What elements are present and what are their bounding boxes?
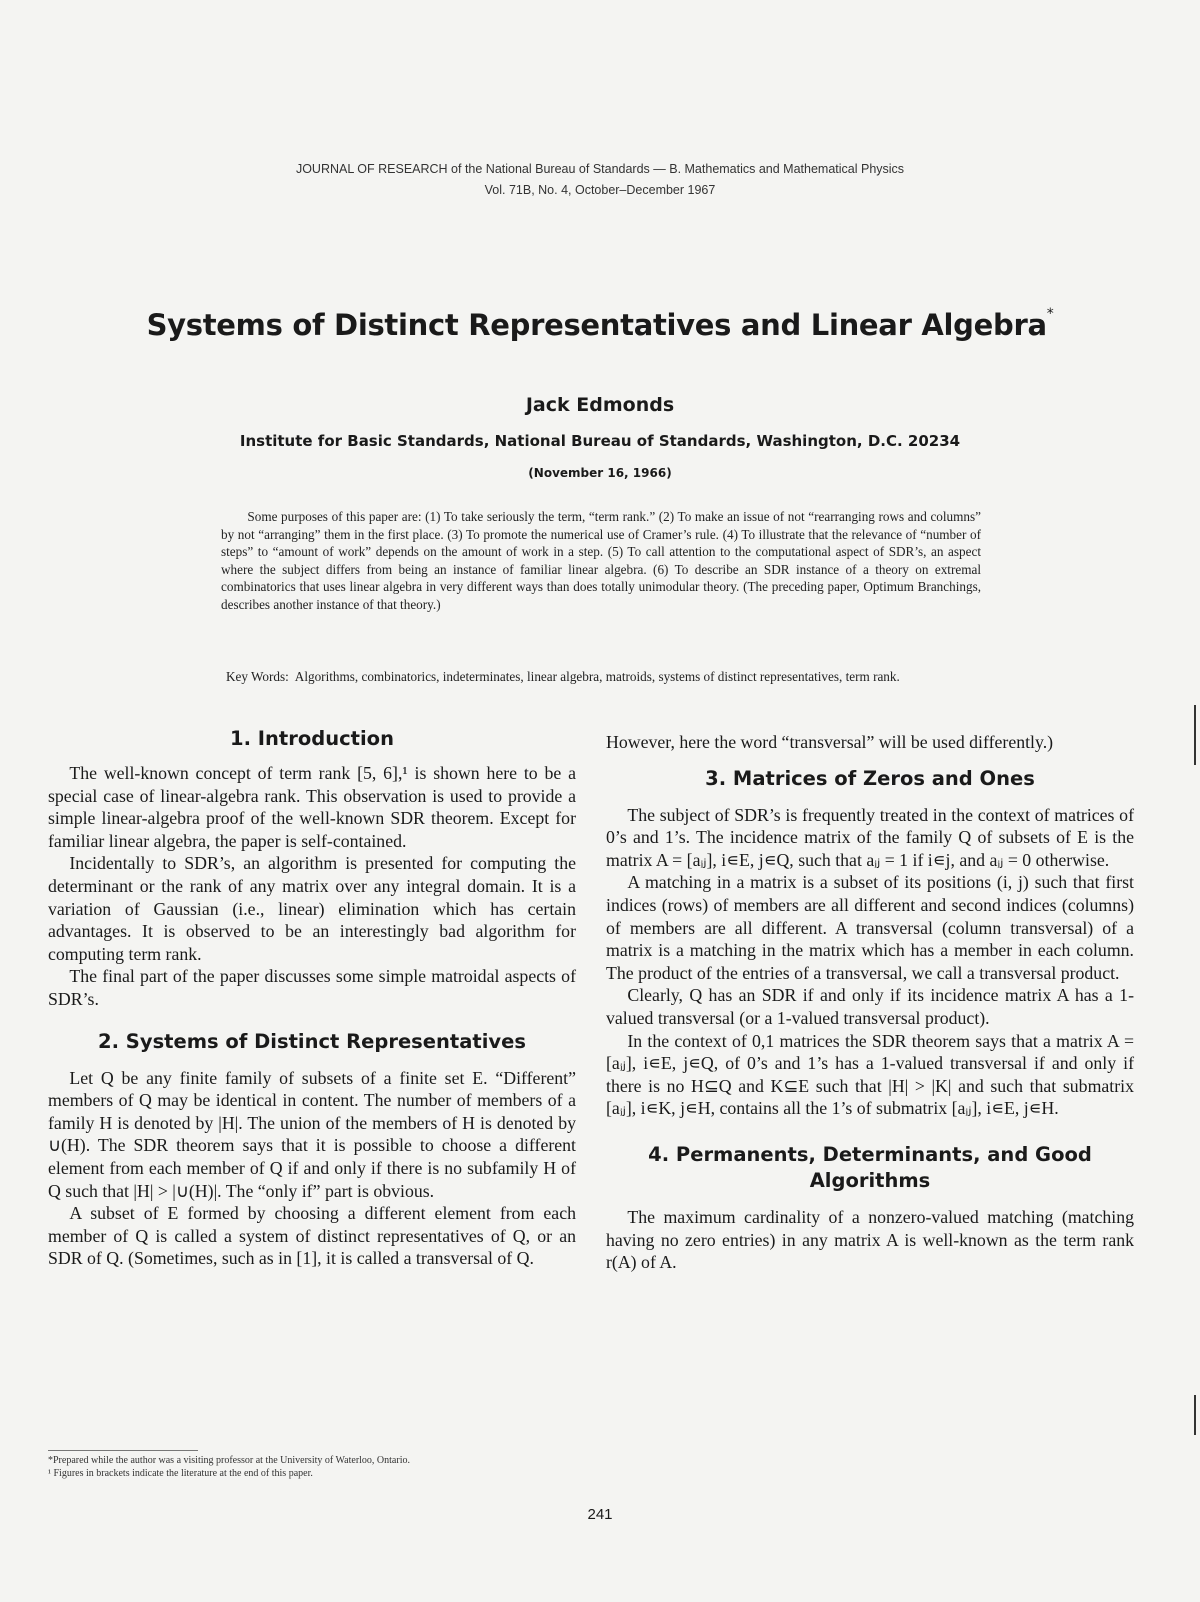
paper-title — [0, 308, 1200, 342]
section-3-paragraph: The subject of SDR’s is frequently treated in the context of matrices of 0’s and 1’s. The incidence matrix of the family Q of subsets of E is the matrix A = [aᵢⱼ], i∊E, j∊Q, such that aᵢⱼ = 1 if i∊j, and aᵢⱼ = 0 otherwise. — [606, 804, 1134, 870]
section-1-paragraph: Incidentally to SDR’s, an algorithm is presented for computing the determinant or the rank of any matrix over any integral domain. It is a variation of Gaussian (i.e., linear) elimination which has certain advantages. It is observed to be an interestingly bad algorithm for computing term rank. — [48, 853, 576, 964]
section-3-paragraph: Clearly, Q has an SDR if and only if its incidence matrix A has a 1-valued transversal (or a 1-valued transversal product). — [606, 985, 1134, 1028]
footnote-divider — [48, 1450, 198, 1451]
abstract: Some purposes of this paper are: (1) To take seriously the term, “term rank.” (2) To make an issue of not “rearranging rows and columns” by not “arranging” them in the first place. (3) To promote the numerical use of Cramer’s rule. (4) To illustrate that the relevance of “number of steps” to “amount of work” depends on the amount of work in a step. (5) To call attention to the computational aspect of SDR’s, an aspect where the subject differs from being an instance of familiar linear algebra. (6) To describe an SDR instance of a theory on extremal combinatorics that uses linear algebra in very different ways than does totally unimodular theory. (The preceding paper, Optimum Branchings, describes another instance of that theory.) — [221, 509, 981, 612]
footnote: ¹ Figures in brackets indicate the literature at the end of this paper. — [48, 1468, 313, 1479]
section-1-paragraph: The well-known concept of term rank [5, 6],¹ is shown here to be a special case of linear-algebra rank. This observation is used to provide a simple linear-algebra proof of the well-known SDR theorem. Except for familiar linear algebra, the paper is self-contained. — [48, 763, 576, 851]
journal-line: JOURNAL OF RESEARCH of the National Bureau of Standards — B. Mathematics and Mathematical Physics — [295, 162, 905, 176]
page-number: 241 — [587, 1506, 613, 1523]
section-3-paragraph: A matching in a matrix is a subset of its positions (i, j) such that first indices (rows) of members are all different and second indices (columns) of members are all different. A transversal (column transversal) of a matrix is a matching in the matrix which has a member in each column. The product of the entries of a transversal, we call a transversal product. — [606, 872, 1134, 983]
journal-header — [0, 159, 1200, 201]
footnotes — [48, 1454, 588, 1480]
section-2-paragraph: Let Q be any finite family of subsets of a finite set E. “Different” members of Q may be identical in content. The number of members of a family H is denoted by |H|. The union of the members of H is denoted by ∪(H). The SDR theorem says that it is possible to choose a different element from each member of Q if and only if there is no subfamily H of Q such that |H| > |∪(H)|. The “only if” part is obvious. — [48, 1067, 576, 1201]
section-1-heading: 1. Introduction — [230, 727, 394, 750]
section-3-heading: 3. Matrices of Zeros and Ones — [705, 766, 1035, 790]
keywords — [226, 668, 982, 686]
section-4-heading: 4. Permanents, Determinants, and Good Algorithms — [648, 1142, 1092, 1192]
keywords-text: Algorithms, combinatorics, indeterminates, linear algebra, matroids, systems of distinct representatives, term rank. — [294, 669, 900, 684]
left-column — [48, 726, 576, 1270]
title-text: Systems of Distinct Representatives and Linear Algebra — [146, 308, 1047, 342]
right-column — [606, 731, 1134, 1274]
title-footnote-marker: * — [1046, 306, 1054, 322]
author-affiliation: Institute for Basic Standards, National Bureau of Standards, Washington, D.C. 20234 — [239, 432, 961, 450]
section-2-heading: 2. Systems of Distinct Representatives — [98, 1029, 526, 1053]
author-name: Jack Edmonds — [525, 394, 675, 416]
section-1-paragraph: The final part of the paper discusses some simple matroidal aspects of SDR’s. — [48, 966, 576, 1009]
scan-edge-mark — [1194, 705, 1196, 765]
section-4-paragraph: The maximum cardinality of a nonzero-valued matching (matching having no zero entries) in any matrix A is well-known as the term rank r(A) of A. — [606, 1206, 1134, 1273]
keywords-label: Key Words: — [226, 669, 289, 684]
scan-edge-mark — [1194, 1395, 1196, 1435]
section-2-paragraph: A subset of E formed by choosing a different element from each member of Q is called a system of distinct representatives of Q, or an SDR of Q. (Sometimes, such as in [1], it is called a transversal of Q. — [48, 1203, 576, 1269]
volume-line: Vol. 71B, No. 4, October–December 1967 — [484, 183, 716, 197]
section-3-paragraph: In the context of 0,1 matrices the SDR theorem says that a matrix A = [aᵢⱼ], i∊E, j∊Q, of 0’s and 1’s has a 1-valued transversal if and only if there is no H⊆Q and K⊆E such that |H| > |K| and such that submatrix [aᵢⱼ], i∊K, j∊H, contains all the 1’s of submatrix [aᵢⱼ], i∊E, j∊H. — [606, 1030, 1134, 1119]
section-2-continuation: However, here the word “transversal” will be used differently.) — [606, 732, 1054, 752]
received-date: (November 16, 1966) — [528, 466, 672, 480]
footnote: *Prepared while the author was a visiting professor at the University of Waterloo, Ontario. — [48, 1455, 410, 1466]
